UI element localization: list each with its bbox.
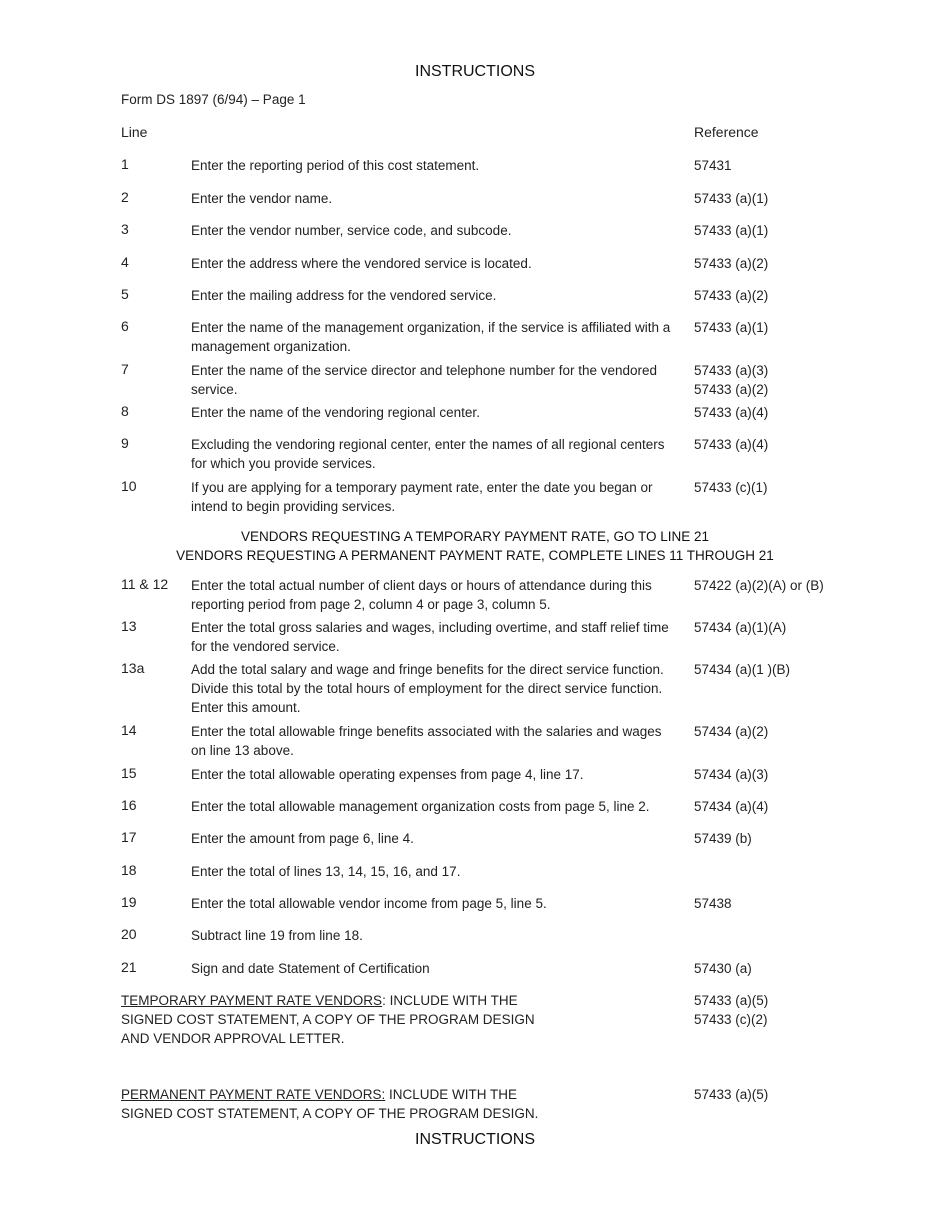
line-reference: 57431 xyxy=(694,158,732,173)
line-reference: 57439 (b) xyxy=(694,831,752,846)
line-reference: 57438 xyxy=(694,896,732,911)
line-description: If you are applying for a temporary payment rate, enter the date you began or intend to begin providing services. xyxy=(191,480,653,514)
line-number: 21 xyxy=(121,959,137,975)
line-description: Enter the vendor name. xyxy=(191,191,333,206)
permanent-vendors-instructions xyxy=(121,1085,561,1123)
line-description: Enter the total actual number of client days or hours of attendance during this reporting period from page 2, column 4 or page 3, column 5. xyxy=(191,578,652,612)
line-reference: 57433 (c)(1) xyxy=(694,480,768,495)
line-number: 8 xyxy=(121,403,129,419)
line-reference: 57433 (a)(4) xyxy=(694,437,769,452)
line-reference: 57433 (a)(4) xyxy=(694,405,769,420)
page-title: INSTRUCTIONS xyxy=(415,63,535,80)
line-number: 3 xyxy=(121,221,129,237)
line-number: 10 xyxy=(121,478,137,494)
line-number: 20 xyxy=(121,926,137,942)
permanent-vendors-heading: PERMANENT PAYMENT RATE VENDORS: xyxy=(121,1087,386,1102)
line-number: 17 xyxy=(121,829,137,845)
line-number: 13 xyxy=(121,618,137,634)
temporary-rate-notice: VENDORS REQUESTING A TEMPORARY PAYMENT RATE, GO TO LINE 21 xyxy=(240,529,710,544)
line-reference: 57433 (a)(3) 57433 (a)(2) xyxy=(694,363,769,397)
line-reference: 57433 (a)(2) xyxy=(694,288,769,303)
line-reference: 57434 (a)(3) xyxy=(694,767,769,782)
permanent-rate-notice: VENDORS REQUESTING A PERMANENT PAYMENT RATE, COMPLETE LINES 11 THROUGH 21 xyxy=(176,548,774,563)
line-reference: 57434 (a)(4) xyxy=(694,799,769,814)
line-number: 15 xyxy=(121,765,137,781)
line-description: Enter the address where the vendored service is located. xyxy=(191,256,532,271)
line-description: Enter the amount from page 6, line 4. xyxy=(191,831,414,846)
line-reference: 57433 (a)(1) xyxy=(694,320,769,335)
line-description: Enter the reporting period of this cost statement. xyxy=(191,158,480,173)
line-reference: 57433 (a)(1) xyxy=(694,191,769,206)
line-number: 14 xyxy=(121,722,137,738)
line-description: Enter the mailing address for the vendored service. xyxy=(191,288,497,303)
line-description: Subtract line 19 from line 18. xyxy=(191,928,363,943)
line-number: 18 xyxy=(121,862,137,878)
line-reference: 57433 (a)(1) xyxy=(694,223,769,238)
line-number: 9 xyxy=(121,435,129,451)
line-reference: 57422 (a)(2)(A) or (B) xyxy=(694,578,824,593)
temporary-vendors-instructions xyxy=(121,991,561,1048)
temporary-vendors-reference: 57433 (a)(5) 57433 (c)(2) xyxy=(694,993,769,1027)
line-reference: 57434 (a)(1)(A) xyxy=(694,620,787,635)
line-number: 11 & 12 xyxy=(121,576,169,592)
line-number: 5 xyxy=(121,286,129,302)
line-reference: 57433 (a)(2) xyxy=(694,256,769,271)
line-description: Add the total salary and wage and fringe benefits for the direct service function. Divide this total by the total hours of employment for the direct service function. Enter this amount. xyxy=(191,662,664,715)
line-description: Enter the total allowable operating expenses from page 4, line 17. xyxy=(191,767,584,782)
rate-notice xyxy=(0,527,950,565)
line-number: 6 xyxy=(121,318,129,334)
line-description: Excluding the vendoring regional center, enter the names of all regional centers for which you provide services. xyxy=(191,437,665,471)
permanent-vendors-text: INCLUDE WITH THE SIGNED COST STATEMENT, A COPY OF THE PROGRAM DESIGN. xyxy=(121,1087,539,1121)
line-number: 7 xyxy=(121,361,129,377)
page-footer-title: INSTRUCTIONS xyxy=(415,1131,535,1148)
line-description: Enter the total gross salaries and wages, including overtime, and staff relief time for the vendored service. xyxy=(191,620,669,654)
line-reference: 57434 (a)(1 )(B) xyxy=(694,662,791,677)
line-description: Enter the total allowable vendor income from page 5, line 5. xyxy=(191,896,547,911)
line-description: Enter the name of the vendoring regional center. xyxy=(191,405,480,420)
line-number: 16 xyxy=(121,797,137,813)
line-description: Enter the vendor number, service code, and subcode. xyxy=(191,223,512,238)
line-number: 19 xyxy=(121,894,137,910)
permanent-vendors-reference: 57433 (a)(5) xyxy=(694,1087,769,1102)
line-description: Sign and date Statement of Certification xyxy=(191,961,430,976)
line-description: Enter the name of the management organization, if the service is affiliated with a management organization. xyxy=(191,320,671,354)
reference-column-header: Reference xyxy=(694,124,759,140)
temporary-vendors-text: : INCLUDE WITH THE SIGNED COST STATEMENT, A COPY OF THE PROGRAM DESIGN AND VENDOR APPROVAL LETTER. xyxy=(121,993,535,1046)
line-column-header: Line xyxy=(121,124,148,140)
line-number: 13a xyxy=(121,660,145,676)
form-identifier: Form DS 1897 (6/94) – Page 1 xyxy=(121,92,306,107)
line-description: Enter the total allowable fringe benefits associated with the salaries and wages on line 13 above. xyxy=(191,724,662,758)
line-description: Enter the total allowable management organization costs from page 5, line 2. xyxy=(191,799,650,814)
line-number: 2 xyxy=(121,189,129,205)
line-reference: 57430 (a) xyxy=(694,961,752,976)
line-reference: 57434 (a)(2) xyxy=(694,724,769,739)
line-description: Enter the total of lines 13, 14, 15, 16, and 17. xyxy=(191,864,461,879)
line-number: 4 xyxy=(121,254,129,270)
temporary-vendors-heading: TEMPORARY PAYMENT RATE VENDORS xyxy=(121,993,383,1008)
line-description: Enter the name of the service director and telephone number for the vendored service. xyxy=(191,363,658,397)
line-number: 1 xyxy=(121,156,129,172)
